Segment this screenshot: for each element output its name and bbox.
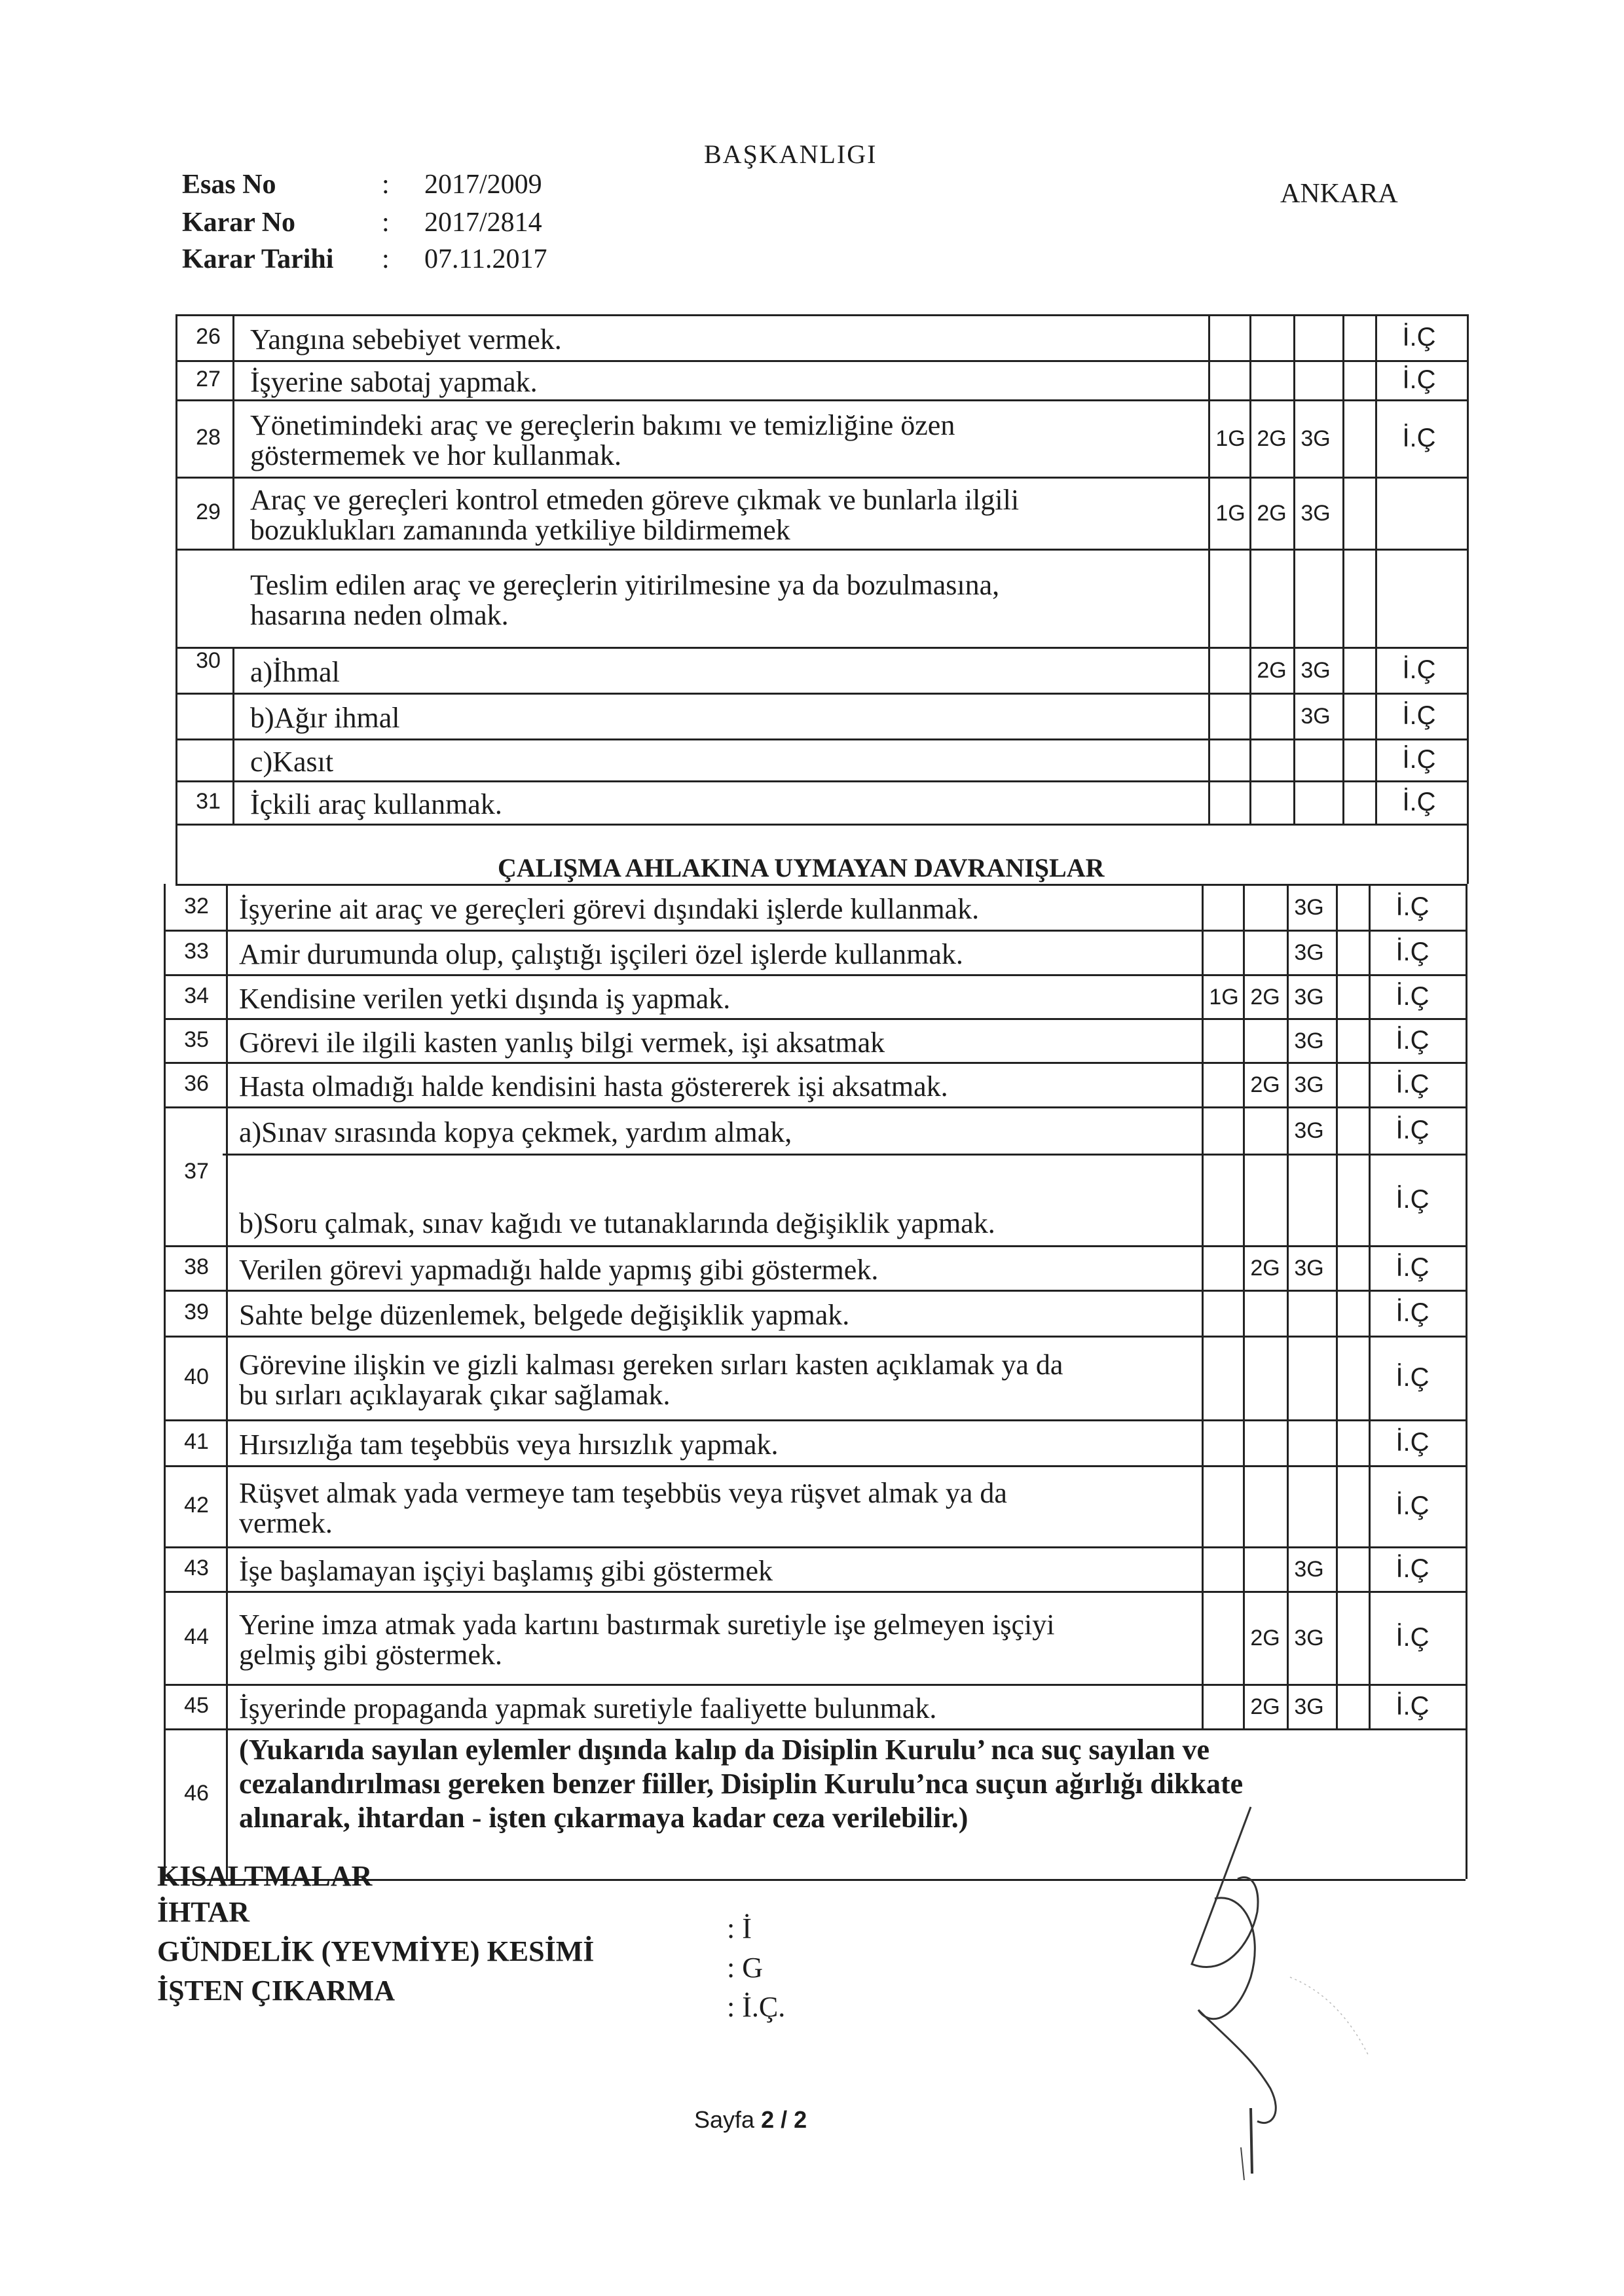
row-number: 33: [184, 939, 209, 964]
row-text: Hırsızlığa tam teşebbüs veya hırsızlık yapmak.: [239, 1429, 779, 1461]
meta-value: 2017/2814: [424, 208, 542, 238]
abbreviation-label: İHTAR: [157, 1896, 249, 1928]
dismissal-cell: İ.Ç: [1402, 323, 1436, 352]
penalty-cell: 1G: [1215, 501, 1246, 526]
table-rule: [164, 1465, 1466, 1467]
row-text: Yönetimindeki araç ve gereçlerin bakımı ve temizliğine özen: [250, 409, 955, 441]
penalty-cell: 3G: [1294, 984, 1324, 1010]
row-text: b)Ağır ihmal: [250, 702, 400, 734]
table-rule: [164, 1018, 1466, 1020]
row-text: b)Soru çalmak, sınav kağıdı ve tutanaklarında değişiklik yapmak.: [239, 1207, 995, 1239]
table-rule: [175, 738, 1467, 740]
row-number: 42: [184, 1493, 209, 1518]
row-text: gelmiş gibi göstermek.: [239, 1639, 503, 1671]
meta-key: Esas No: [182, 170, 276, 200]
row-number: 30: [196, 648, 221, 673]
row-number: 43: [184, 1556, 209, 1580]
institution-title: BAŞKANLIGI: [704, 139, 877, 169]
row-text: İçkili araç kullanmak.: [250, 788, 502, 820]
meta-colon: :: [382, 244, 390, 274]
table-rule: [1208, 314, 1210, 824]
dismissal-cell: İ.Ç: [1395, 1025, 1430, 1055]
row-text: hasarına neden olmak.: [250, 599, 509, 631]
table-rule: [175, 824, 177, 884]
penalty-cell: 2G: [1250, 1694, 1280, 1719]
dismissal-cell: İ.Ç: [1395, 1185, 1430, 1214]
row-text: Kendisine verilen yetki dışında iş yapmak.: [239, 982, 731, 1015]
table-rule: [164, 1684, 1466, 1686]
table-rule: [164, 930, 1466, 932]
table-rule: [1375, 314, 1377, 824]
abbreviation-value: : İ: [727, 1912, 752, 1944]
table-rule: [175, 780, 1467, 782]
table-rule: [175, 399, 1467, 401]
abbreviation-label: İŞTEN ÇIKARMA: [157, 1975, 396, 2007]
table-rule: [175, 477, 1467, 479]
abbreviation-value: : İ.Ç.: [727, 1991, 786, 2023]
penalty-cell: 3G: [1294, 1028, 1324, 1053]
table-rule: [1202, 884, 1204, 1728]
row-text: İşyerinde propaganda yapmak suretiyle faaliyette bulunmak.: [239, 1692, 937, 1724]
row-text: Hasta olmadığı halde kendisini hasta göstererek işi aksatmak.: [239, 1070, 948, 1102]
row-text: c)Kasıt: [250, 746, 334, 778]
row-text: bu sırları açıklayarak çıkar sağlamak.: [239, 1379, 671, 1411]
row-text: İşyerine sabotaj yapmak.: [250, 366, 538, 398]
table-rule: [232, 314, 234, 549]
penalty-cell: 3G: [1294, 895, 1324, 920]
row-number: 46: [184, 1781, 209, 1806]
abbreviation-value: : G: [727, 1952, 763, 1984]
penalty-cell: 2G: [1250, 1626, 1280, 1650]
row-number: 35: [184, 1027, 209, 1052]
section-title: ÇALIŞMA AHLAKINA UYMAYAN DAVRANIŞLAR: [498, 853, 1105, 883]
table-rule: [1466, 884, 1467, 1879]
penalty-cell: 3G: [1294, 1072, 1324, 1097]
row-text: alınarak, ihtardan - işten çıkarmaya kadar ceza verilebilir.): [239, 1802, 969, 1834]
penalty-cell: 3G: [1294, 1626, 1324, 1650]
row-text: cezalandırılması gereken benzer fiiller, Disiplin Kurulu’nca suçun ağırlığı dikkate: [239, 1768, 1244, 1800]
row-text: Amir durumunda olup, çalıştığı işçileri özel işlerde kullanmak.: [239, 938, 963, 970]
row-number: 27: [196, 367, 221, 392]
dismissal-cell: İ.Ç: [1395, 1070, 1430, 1099]
row-text: Rüşvet almak yada vermeye tam teşebbüs veya rüşvet almak ya da: [239, 1477, 1007, 1509]
row-number: 31: [196, 789, 221, 814]
table-rule: [1342, 314, 1344, 824]
row-number: 41: [184, 1429, 209, 1454]
dismissal-cell: İ.Ç: [1402, 745, 1436, 774]
row-number: 39: [184, 1300, 209, 1324]
row-text: Verilen görevi yapmadığı halde yapmış gibi göstermek.: [239, 1254, 879, 1286]
dismissal-cell: İ.Ç: [1395, 892, 1430, 921]
meta-key: Karar Tarihi: [182, 244, 334, 274]
row-text: Sahte belge düzenlemek, belgede değişiklik yapmak.: [239, 1299, 850, 1331]
row-text: İşe başlamayan işçiyi başlamış gibi göstermek: [239, 1555, 773, 1587]
table-rule: [1287, 884, 1289, 1728]
row-text: vermek.: [239, 1507, 333, 1539]
row-number: 36: [184, 1071, 209, 1096]
dismissal-cell: İ.Ç: [1395, 981, 1430, 1011]
table-rule: [1467, 824, 1469, 884]
penalty-cell: 2G: [1250, 1256, 1280, 1281]
dismissal-cell: İ.Ç: [1395, 1298, 1430, 1327]
table-rule: [164, 1290, 1466, 1292]
table-rule: [175, 549, 1467, 551]
penalty-cell: 3G: [1294, 1118, 1324, 1143]
row-text: a)İhmal: [250, 656, 340, 688]
table-rule: [1467, 314, 1469, 824]
row-text: Görevine ilişkin ve gizli kalması gereken sırları kasten açıklamak ya da: [239, 1349, 1063, 1381]
dismissal-cell: İ.Ç: [1395, 1116, 1430, 1144]
row-text: Araç ve gereçleri kontrol etmeden göreve çıkmak ve bunlarla ilgili: [250, 484, 1020, 516]
table-rule: [232, 693, 234, 824]
page-prefix: Sayfa: [694, 2106, 762, 2133]
penalty-cell: 2G: [1257, 426, 1287, 451]
table-rule: [164, 1546, 1466, 1548]
table-rule: [164, 1419, 1466, 1421]
row-text: İşyerine ait araç ve gereçleri görevi dışındaki işlerde kullanmak.: [239, 893, 980, 925]
table-rule: [175, 314, 177, 824]
table-rule: [223, 1154, 1466, 1156]
table-rule: [175, 884, 1467, 886]
row-number: 26: [196, 324, 221, 349]
row-number: 38: [184, 1254, 209, 1279]
penalty-cell: 2G: [1250, 984, 1280, 1010]
row-text: bozuklukları zamanında yetkiliye bildirmemek: [250, 514, 790, 546]
row-text: (Yukarıda sayılan eylemler dışında kalıp da Disiplin Kurulu’ nca suç sayılan ve: [239, 1734, 1210, 1766]
dismissal-cell: İ.Ç: [1402, 788, 1436, 816]
dismissal-cell: İ.Ç: [1395, 938, 1430, 966]
meta-colon: :: [382, 208, 390, 238]
penalty-cell: 3G: [1301, 658, 1331, 683]
penalty-cell: 3G: [1294, 1557, 1324, 1582]
table-rule: [164, 974, 1466, 976]
dismissal-cell: İ.Ç: [1395, 1363, 1430, 1392]
row-number: 40: [184, 1364, 209, 1389]
dismissal-cell: İ.Ç: [1395, 1428, 1430, 1457]
table-rule: [1336, 884, 1338, 1728]
table-rule: [1293, 314, 1295, 824]
row-text: Yangına sebebiyet vermek.: [250, 323, 562, 355]
row-number: 28: [196, 425, 221, 450]
meta-key: Karar No: [182, 208, 296, 238]
penalty-cell: 3G: [1294, 1694, 1324, 1719]
signature-icon: [1153, 1781, 1428, 2187]
table-rule: [175, 360, 1467, 362]
city-label: ANKARA: [1280, 179, 1398, 209]
table-rule: [175, 647, 1467, 649]
penalty-cell: 3G: [1294, 1256, 1324, 1281]
penalty-cell: 3G: [1301, 501, 1331, 526]
dismissal-cell: İ.Ç: [1395, 1692, 1430, 1721]
table-rule: [226, 884, 228, 1879]
penalty-cell: 3G: [1294, 940, 1324, 965]
dismissal-cell: İ.Ç: [1395, 1554, 1430, 1583]
table-rule: [164, 1062, 1466, 1064]
meta-value: 2017/2009: [424, 170, 542, 200]
meta-value: 07.11.2017: [424, 244, 547, 274]
penalty-cell: 1G: [1209, 984, 1239, 1010]
table-rule: [164, 1245, 1466, 1247]
table-rule: [164, 1336, 1466, 1338]
table-rule: [164, 1106, 1466, 1108]
page-number: [694, 2106, 807, 2134]
penalty-cell: 1G: [1215, 426, 1246, 451]
abbreviations-title: KISALTMALAR: [157, 1860, 373, 1892]
penalty-cell: 3G: [1301, 704, 1331, 729]
table-rule: [164, 1728, 1466, 1730]
table-rule: [1243, 884, 1245, 1728]
row-number: 37: [184, 1159, 209, 1184]
row-number: 34: [184, 983, 209, 1008]
dismissal-cell: İ.Ç: [1395, 1253, 1430, 1282]
penalty-cell: 2G: [1250, 1072, 1280, 1097]
table-rule: [1369, 884, 1371, 1728]
row-number: 45: [184, 1693, 209, 1718]
row-number: 29: [196, 500, 221, 524]
dismissal-cell: İ.Ç: [1395, 1491, 1430, 1520]
row-text: a)Sınav sırasında kopya çekmek, yardım almak,: [239, 1116, 792, 1148]
page-number-bold: 2 / 2: [761, 2106, 807, 2133]
table-rule: [164, 1591, 1466, 1593]
row-text: Yerine imza atmak yada kartını bastırmak suretiyle işe gelmeyen işçiyi: [239, 1609, 1055, 1641]
dismissal-cell: İ.Ç: [1402, 701, 1436, 730]
row-text: Teslim edilen araç ve gereçlerin yitirilmesine ya da bozulmasına,: [250, 569, 1000, 601]
dismissal-cell: İ.Ç: [1402, 424, 1436, 452]
row-number: 44: [184, 1624, 209, 1649]
table-rule: [175, 824, 1467, 826]
table-rule: [175, 314, 1467, 316]
row-text: Görevi ile ilgili kasten yanlış bilgi vermek, işi aksatmak: [239, 1026, 885, 1059]
penalty-cell: 3G: [1301, 426, 1331, 451]
penalty-cell: 2G: [1257, 658, 1287, 683]
abbreviation-label: GÜNDELİK (YEVMİYE) KESİMİ: [157, 1935, 595, 1967]
penalty-cell: 2G: [1257, 501, 1287, 526]
dismissal-cell: İ.Ç: [1395, 1623, 1430, 1652]
dismissal-cell: İ.Ç: [1402, 365, 1436, 394]
table-rule: [164, 884, 166, 1879]
table-rule: [1249, 314, 1251, 824]
table-rule: [175, 693, 1467, 695]
row-text: göstermemek ve hor kullanmak.: [250, 439, 621, 471]
table-rule: [232, 647, 234, 693]
row-number: 32: [184, 894, 209, 919]
dismissal-cell: İ.Ç: [1402, 655, 1436, 684]
meta-colon: :: [382, 170, 390, 200]
